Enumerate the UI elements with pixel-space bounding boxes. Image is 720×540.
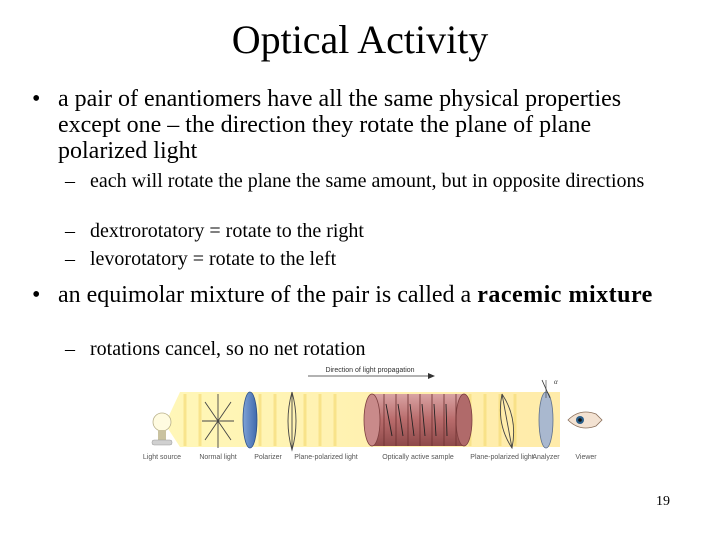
- dash-marker: –: [65, 220, 75, 242]
- bullet-2: [32, 282, 682, 308]
- label-polarizer: Polarizer: [254, 454, 282, 461]
- bullet-2-prefix: an equimolar mixture of the pair is called a: [58, 282, 478, 308]
- sub-bullet-3-text: levorotatory = rotate to the left: [90, 248, 337, 270]
- bullet-marker: •: [32, 86, 41, 112]
- page-number: 19: [656, 494, 670, 509]
- sub-bullet-4: [65, 338, 685, 360]
- eye-icon: [568, 412, 602, 428]
- sub-bullet-2-text: dextrorotatory = rotate to the right: [90, 220, 364, 242]
- bullet-1-text: a pair of enantiomers have all the same physical properties except one – the direction they rotate the plane of plane polarized light: [58, 86, 622, 164]
- sample-tube: [364, 394, 472, 446]
- sub-bullet-4-text: rotations cancel, so no net rotation: [90, 338, 366, 360]
- label-light-source: Light source: [142, 454, 182, 461]
- label-analyzer: Analyzer: [532, 454, 560, 461]
- propagation-label: Direction of light propagation: [325, 367, 415, 374]
- sub-bullet-1: [65, 170, 685, 192]
- label-normal-light: Normal light: [199, 454, 237, 461]
- bullet-1: [32, 86, 682, 164]
- bullet-marker: •: [32, 282, 41, 308]
- dash-marker: –: [65, 170, 75, 192]
- propagation-arrowhead: [428, 373, 435, 379]
- sub-bullet-2: [65, 220, 685, 242]
- racemic-mixture-term: racemic mixture: [477, 282, 653, 308]
- bullet-2-text: [32, 282, 682, 308]
- label-plane-polarized-2: Plane-polarized light: [470, 454, 534, 461]
- slide-title: Optical Activity: [231, 17, 489, 62]
- angle-alpha-label: α: [554, 378, 558, 386]
- polarimeter-figure: [140, 362, 610, 490]
- label-plane-polarized-1: Plane-polarized light: [294, 454, 358, 461]
- sub-bullet-3: [65, 248, 685, 270]
- label-viewer: Viewer: [575, 454, 597, 461]
- dash-marker: –: [65, 248, 75, 270]
- label-sample: Optically active sample: [382, 454, 454, 461]
- sub-bullet-1-text: each will rotate the plane the same amount, but in opposite directions: [90, 170, 645, 192]
- dash-marker: –: [65, 338, 75, 360]
- polarizer-disk: [243, 392, 257, 448]
